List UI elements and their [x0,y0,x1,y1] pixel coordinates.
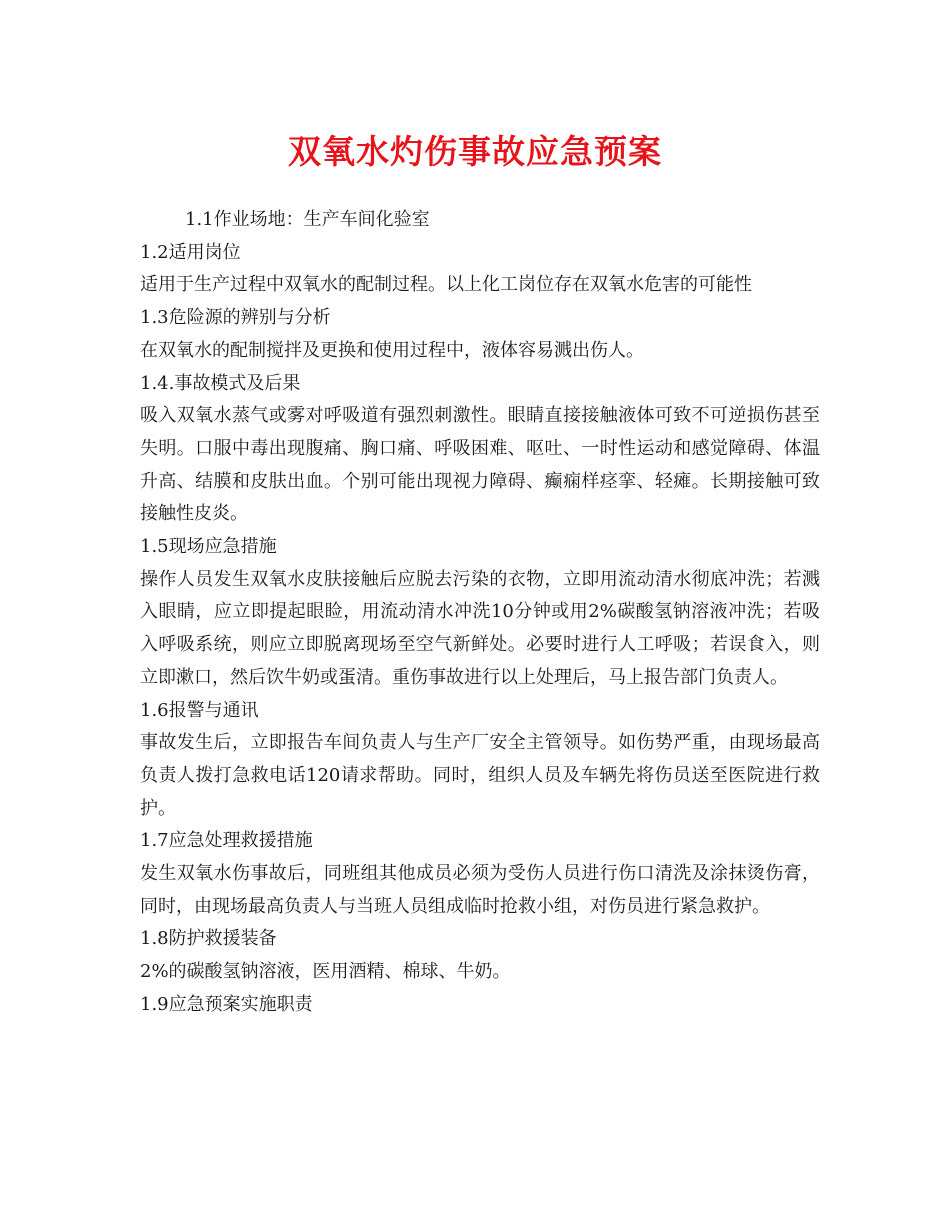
section-body-1-2: 适用于生产过程中双氧水的配制过程。以上化工岗位存在双氧水危害的可能性 [140,274,752,296]
section-heading-1-6: 1.6报警与通讯 [140,699,259,721]
section-heading-1-7: 1.7应急处理救援措施 [140,830,313,852]
document-title: 双氧水灼伤事故应急预案 [288,132,662,171]
section-body-1-7: 发生双氧水伤事故后，同班组其他成员必须为受伤人员进行伤口清洗及涂抹烫伤膏，同时，由现场最高负责人与当班人员组成临时抢救小组，对伤员进行紧急救护。 [140,863,820,917]
section-heading-1-9: 1.9应急预案实施职责 [140,993,313,1015]
section-body-1-4: 吸入双氧水蒸气或雾对呼吸道有强烈刺激性。眼睛直接接触液体可致不可逆损伤甚至失明。口服中毒出现腹痛、胸口痛、呼吸困难、呕吐、一时性运动和感觉障碍、体温升高、结膜和皮肤出血。个别可能出现视力障碍、癫痫样痉挛、轻瘫。长期接触可致接触性皮炎。 [140,405,820,525]
section-heading-1-3: 1.3危险源的辨别与分析 [140,307,331,329]
section-heading-1-2: 1.2适用岗位 [140,241,241,263]
section-body-1-3: 在双氧水的配制搅拌及更换和使用过程中，液体容易溅出伤人。 [140,339,644,361]
section-heading-1-5: 1.5现场应急措施 [140,536,277,558]
section-body-1-8: 2%的碳酸氢钠溶液，医用酒精、棉球、牛奶。 [140,961,511,983]
section-heading-1-4: 1.4.事故模式及后果 [140,372,301,394]
section-heading-1-1: 1.1作业场地：生产车间化验室 [185,209,430,230]
section-body-1-5: 操作人员发生双氧水皮肤接触后应脱去污染的衣物，立即用流动清水彻底冲洗；若溅入眼睛，应立即提起眼睑，用流动清水冲洗10分钟或用2%碳酸氢钠溶液冲洗；若吸入呼吸系统，则应立即脱离现场至空气新鲜处。必要时进行人工呼吸；若误食入，则立即漱口，然后饮牛奶或蛋清。重伤事故进行以上处理后，马上报告部门负责人。 [140,568,820,688]
section-heading-1-8: 1.8防护救援装备 [140,928,277,950]
document-body [140,204,820,1022]
section-body-1-6: 事故发生后，立即报告车间负责人与生产厂安全主管领导。如伤势严重，由现场最高负责人拨打急救电话120请求帮助。同时，组织人员及车辆先将伤员送至医院进行救护。 [140,732,820,819]
